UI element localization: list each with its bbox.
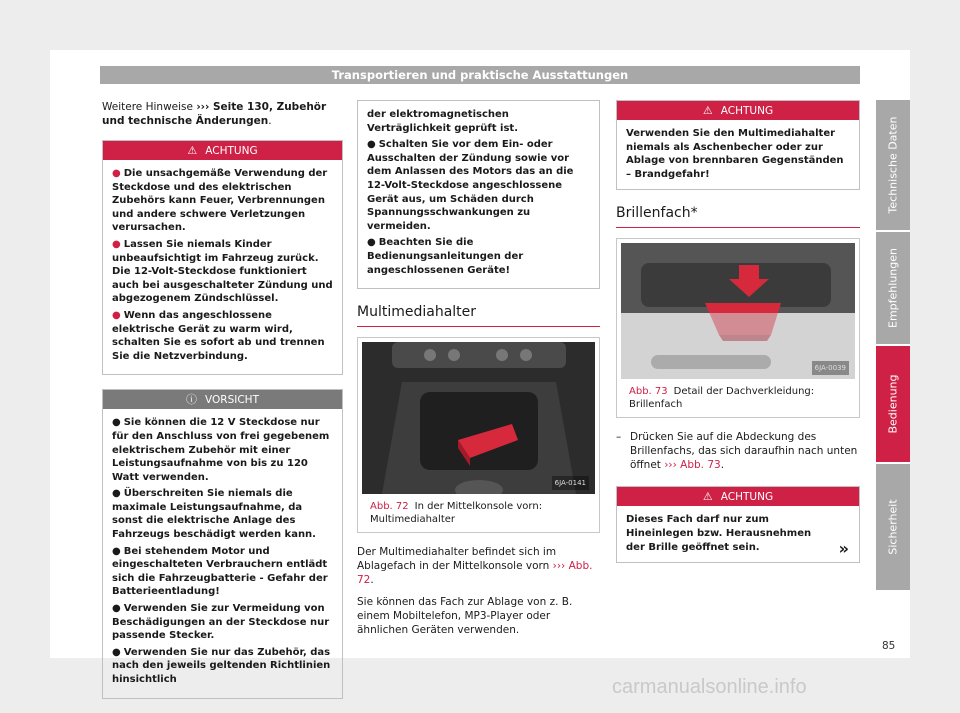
bullet-icon: ● <box>112 603 121 615</box>
list-item <box>112 167 333 235</box>
vorsicht-item-text: Überschreiten Sie niemals die maximale Leistungsaufnahme, da sonst die elektrische Anlage des Fahrzeugs beschädigt werden kann. <box>112 488 316 541</box>
bullet-icon: ● <box>112 168 121 179</box>
achtung-title: ACHTUNG <box>720 105 774 117</box>
tab-empfehlungen[interactable] <box>876 232 910 344</box>
figure-number: Abb. 72 <box>370 501 409 513</box>
tab-technische-daten[interactable] <box>876 100 910 230</box>
page-header: Transportieren und praktische Ausstattungen <box>100 66 860 84</box>
paragraph-text: Der Multimediahalter befindet sich im Ablagefach in der Mittelkonsole vorn <box>357 546 557 573</box>
bullet-icon: ● <box>112 309 121 321</box>
achtung-body: Dieses Fach darf nur zum Hineinlegen bzw. Herausnehmen der Brille geöffnet sein. <box>626 514 812 553</box>
warning-triangle-icon: ⚠ <box>702 490 713 504</box>
figure-72 <box>357 337 600 533</box>
bullet-icon: ● <box>112 545 121 557</box>
achtung-box-multimedia <box>616 100 860 190</box>
tab-bedienung[interactable] <box>876 346 910 462</box>
vorsicht-continued-body <box>358 101 599 288</box>
list-item <box>112 487 333 541</box>
figure-caption <box>621 385 855 411</box>
vorsicht-item-text: Verwenden Sie zur Vermeidung von Beschädigungen an der Steckdose nur passende Stecker. <box>112 603 330 642</box>
continued-item-text: Schalten Sie vor dem Ein- oder Ausschalten der Zündung sowie vor dem Anlassen des Motors das an die 12-Volt-Steckdose angeschlossene Gerät aus, um Schäden durch Spannungsschwankungen zu vermeiden. <box>367 139 574 232</box>
multimediahalter-illustration <box>362 342 595 494</box>
figure-reference-link[interactable]: ››› Abb. 73 <box>664 459 721 472</box>
achtung-box <box>102 140 343 375</box>
vorsicht-body <box>103 409 342 697</box>
intro-text <box>102 100 343 128</box>
intro-end: . <box>268 115 272 127</box>
achtung-title: ACHTUNG <box>205 145 258 157</box>
step-end: . <box>720 459 725 472</box>
continue-arrow-icon: » <box>838 539 849 559</box>
bullet-icon: ● <box>367 237 376 249</box>
page-number: 85 <box>882 640 896 652</box>
continued-text: der elektromagnetischen Verträglichkeit geprüft ist. <box>367 109 519 134</box>
section-title-brillenfach: Brillenfach* <box>616 206 860 228</box>
multimediahalter-photo <box>362 342 595 494</box>
tab-sicherheit[interactable] <box>876 464 910 590</box>
list-item <box>112 309 333 363</box>
vorsicht-item-text: Sie können die 12 V Steckdose nur für den Anschluss von frei gegebenem elektrischem Zubehör mit einer Leistungsaufnahme von bis zu 120 Watt verwenden. <box>112 417 330 483</box>
continued-item-text: Beachten Sie die Bedienungsanleitungen der angeschlossenen Geräte! <box>367 237 524 276</box>
tab-label: Bedienung <box>886 374 900 434</box>
column-left <box>102 100 343 713</box>
intro-plain: Weitere Hinweise <box>102 101 197 113</box>
achtung-header <box>617 487 859 506</box>
vorsicht-title: VORSICHT <box>205 394 259 407</box>
watermark: carmanualsonline.info <box>612 676 807 698</box>
paragraph-end: . <box>370 574 374 587</box>
bullet-icon: ● <box>367 139 376 151</box>
list-item <box>112 238 333 306</box>
achtung-item-text: Die unsachgemäße Verwendung der Steckdose und des elektrischen Zubehörs kann Feuer, Verbrennungen und andere schwere Verletzungen verursachen. <box>112 168 328 234</box>
achtung-item-text: Lassen Sie niemals Kinder unbeaufsichtigt im Fahrzeug zurück. Die 12-Volt-Steckdose funktioniert auch bei ausgeschalteter Zündung und abgezogenem Zündschlüssel. <box>112 238 333 305</box>
bullet-icon: ● <box>112 646 121 658</box>
achtung-item-text: Wenn das angeschlossene elektrische Gerät zu warm wird, schalten Sie es sofort ab und trennen Sie die Netzverbindung. <box>112 309 325 362</box>
figure-code: 6JA-0039 <box>812 361 849 375</box>
bullet-icon: ● <box>112 488 121 500</box>
paragraph-location <box>357 545 600 587</box>
section-title-multimediahalter: Multimediahalter <box>357 305 600 327</box>
achtung-header <box>103 141 342 160</box>
figure-code: 6JA-0141 <box>552 476 589 490</box>
figure-reference-link[interactable]: ››› Abb. 72 <box>357 560 593 587</box>
column-right <box>616 100 860 577</box>
tab-label: Sicherheit <box>886 499 900 555</box>
exclamation-circle-icon: ⓘ <box>186 393 198 407</box>
figure-number: Abb. 73 <box>629 386 668 398</box>
step-dash: – <box>616 431 622 444</box>
achtung-body <box>103 160 342 374</box>
list-item <box>367 138 590 233</box>
bullet-icon: ● <box>112 417 121 429</box>
bullet-icon: ● <box>112 238 121 250</box>
list-item <box>367 236 590 277</box>
vorsicht-item-text: Verwenden Sie nur das Zubehör, das nach den jeweils geltenden Richtlinien hinsichtlich <box>112 646 331 685</box>
vorsicht-item-text: Bei stehendem Motor und eingeschalteten Verbrauchern entlädt sich die Fahrzeugbatterie - Gefahr der Batterieentladung! <box>112 545 328 598</box>
vorsicht-box-continued <box>357 100 600 289</box>
brillenfach-illustration <box>621 243 855 379</box>
figure-caption <box>362 500 595 526</box>
figure-caption-text: In der Mittelkonsole vorn: Multimediahalter <box>370 501 543 526</box>
step-text <box>630 430 860 472</box>
vorsicht-header <box>103 390 342 409</box>
list-item <box>112 416 333 484</box>
figure-caption-text: Detail der Dachverkleidung: Brillenfach <box>629 386 815 411</box>
instruction-step <box>616 430 860 472</box>
tab-label: Technische Daten <box>886 116 900 214</box>
achtung-header <box>617 101 859 120</box>
brillenfach-photo <box>621 243 855 379</box>
column-middle <box>357 100 600 645</box>
achtung-body: Verwenden Sie den Multimediahalter niemals als Aschenbecher oder zur Ablage von brennbaren Gegenständen – Brandgefahr! <box>626 128 844 180</box>
warning-triangle-icon: ⚠ <box>187 144 198 157</box>
tab-label: Empfehlungen <box>886 248 900 328</box>
achtung-title: ACHTUNG <box>720 491 774 504</box>
figure-73 <box>616 238 860 418</box>
intro-reference-link[interactable]: ››› Seite 130, Zubehör und technische Änderungen <box>102 101 327 127</box>
vorsicht-box <box>102 389 343 698</box>
step-text-main: Drücken Sie auf die Abdeckung des Brillenfachs, das sich daraufhin nach unten öffnet <box>630 431 858 472</box>
paragraph-usage: Sie können das Fach zur Ablage von z. B. einem Mobiltelefon, MP3-Player oder ähnlichen Geräten verwenden. <box>357 596 573 637</box>
warning-triangle-icon: ⚠ <box>702 104 713 117</box>
list-item <box>112 646 333 687</box>
list-item <box>112 602 333 643</box>
list-item <box>112 545 333 599</box>
achtung-box-brillenfach <box>616 486 860 563</box>
